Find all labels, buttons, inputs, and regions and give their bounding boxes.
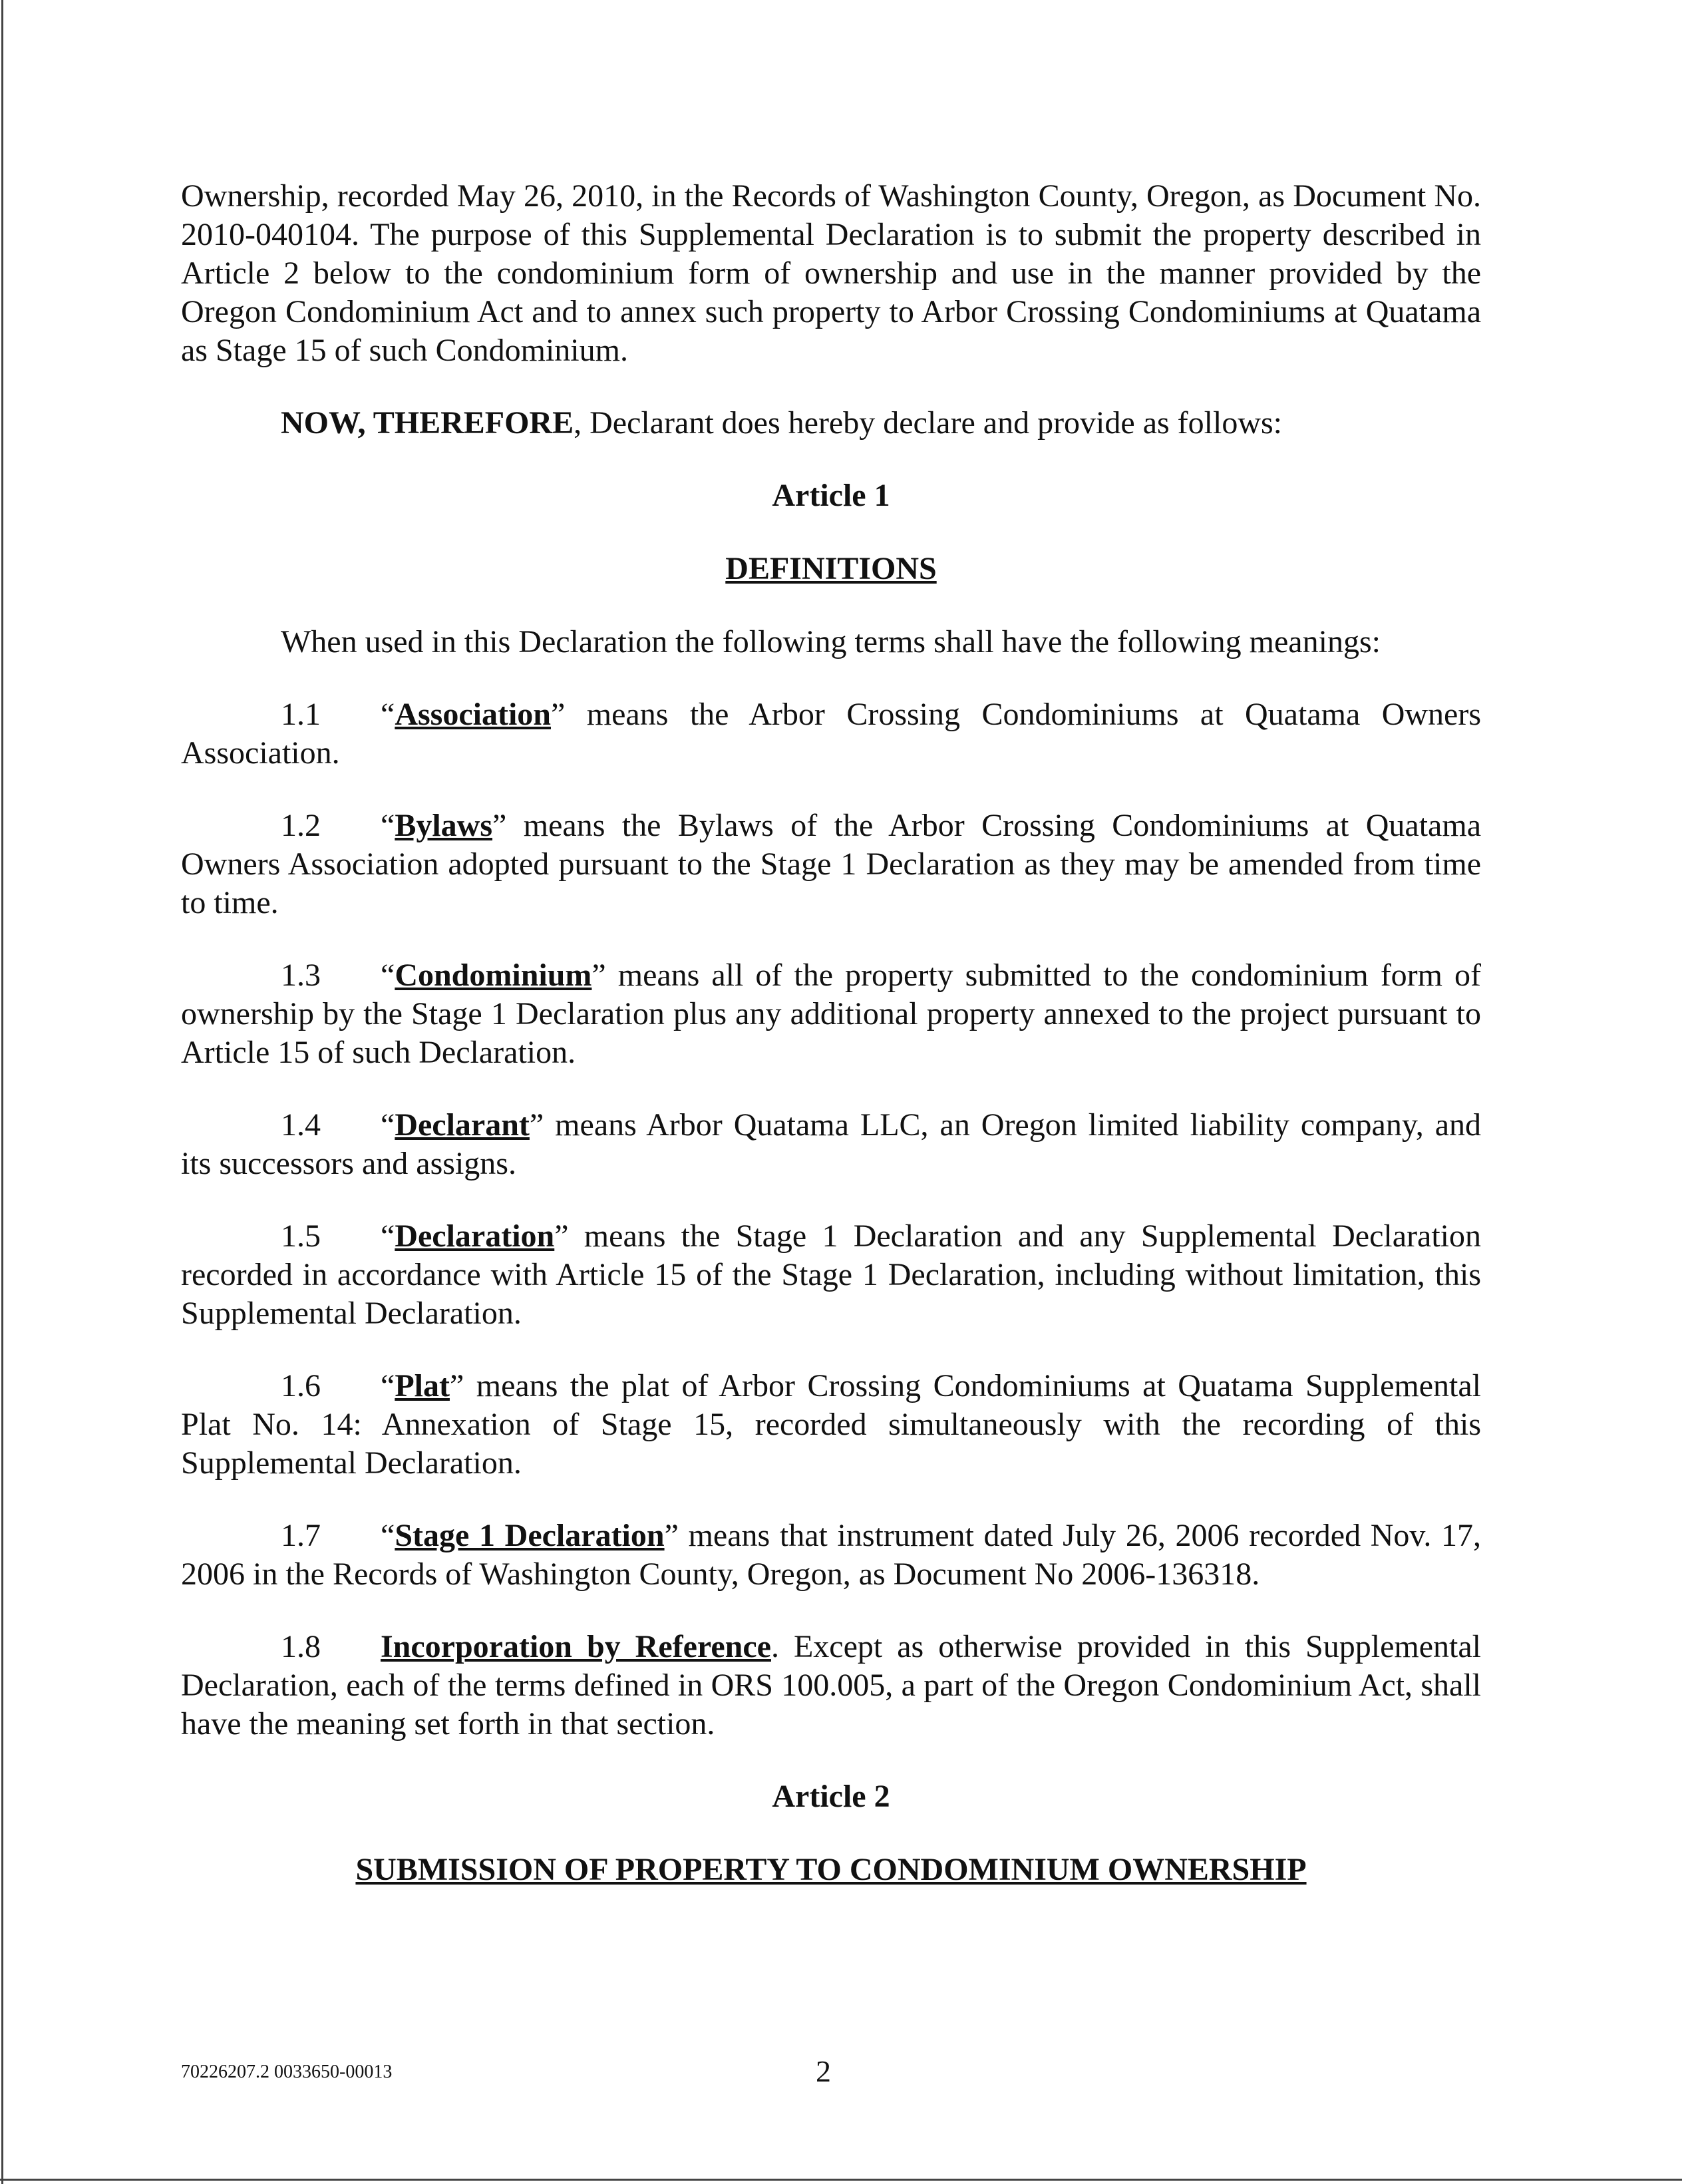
definition-term: Incorporation by Reference (381, 1629, 771, 1664)
definition-number: 1.3 (281, 958, 321, 993)
article-2-label: Article 2 (772, 1779, 890, 1814)
definition-term: Condominium (395, 958, 592, 993)
definitions-intro: When used in this Declaration the following terms shall have the following meanings: (281, 624, 1381, 659)
article-1-label: Article 1 (772, 478, 890, 513)
definition-term: Bylaws (395, 808, 493, 843)
definition-1-8: 1.8 Incorporation by Reference. Except as otherwise provided in this Supplemental Declaration, each of the terms defined in ORS 100.005, a part of the Oregon Condominium Act, shall have the meaning set forth in that section. (181, 1629, 1482, 1741)
now-therefore-lead: NOW, THEREFORE (281, 405, 574, 441)
definition-1-3: 1.3 “Condominium” means all of the property submitted to the condominium form of ownership by the Stage 1 Declaration plus any additional property annexed to the project pursuant to Article 15 of such Declaration. (181, 958, 1481, 1070)
definition-number: 1.2 (281, 808, 321, 843)
document-body (181, 177, 1481, 1924)
definition-term: Stage 1 Declaration (395, 1518, 665, 1553)
definition-number: 1.6 (281, 1368, 321, 1403)
definition-1-7: 1.7 “Stage 1 Declaration” means that instrument dated July 26, 2006 recorded Nov. 17, 2006 in the Records of Washington County, Oregon, as Document No 2006-136318. (181, 1518, 1481, 1592)
definition-text: means the Stage 1 Declaration and any Supplemental Declaration recorded in accordance with Article 15 of the Stage 1 Declaration, including without limitation, this Supplemental Declaration. (181, 1218, 1481, 1331)
scan-bottom-edge (0, 2179, 1682, 2181)
definition-number: 1.5 (281, 1218, 321, 1254)
definition-term: Association (395, 697, 551, 732)
footer-document-id: 70226207.2 0033650-00013 (181, 2062, 393, 2082)
intro-paragraph: Ownership, recorded May 26, 2010, in the Records of Washington County, Oregon, as Document No. 2010-040104. The purpose of this Supplemental Declaration is to submit the property described in Article 2 below to the condominium form of ownership and use in the manner provided by the Oregon Condominium Act and to annex such property to Arbor Crossing Condominiums at Quatama as Stage 15 of such Condominium. (181, 178, 1481, 368)
definition-term: Declarant (395, 1107, 530, 1143)
definition-text: means the Arbor Crossing Condominiums at Quatama Owners Association. (181, 697, 1481, 771)
definition-text: means the Bylaws of the Arbor Crossing Condominiums at Quatama Owners Association adopted pursuant to the Stage 1 Declaration as they may be amended from time to time. (181, 808, 1481, 920)
definition-text: means that instrument dated July 26, 2006 recorded Nov. 17, 2006 in the Records of Washington County, Oregon, as Document No 2006-136318. (181, 1518, 1481, 1592)
definition-1-6: 1.6 “Plat” means the plat of Arbor Crossing Condominiums at Quatama Supplemental Plat No. 14: Annexation of Stage 15, recorded simultaneously with the recording of this Supplemental Declaration. (181, 1368, 1481, 1481)
definition-term: Declaration (395, 1218, 555, 1254)
definition-1-2: 1.2 “Bylaws” means the Bylaws of the Arbor Crossing Condominiums at Quatama Owners Association adopted pursuant to the Stage 1 Declaration as they may be amended from time to time. (181, 808, 1481, 920)
page-number: 2 (816, 2054, 831, 2088)
definition-1-5: 1.5 “Declaration” means the Stage 1 Declaration and any Supplemental Declaration recorded in accordance with Article 15 of the Stage 1 Declaration, including without limitation, this Supplemental Declaration. (181, 1218, 1481, 1331)
definition-term: Plat (395, 1368, 450, 1403)
definition-number: 1.1 (281, 697, 321, 732)
article-1-title: DEFINITIONS (725, 551, 937, 586)
scan-left-edge (1, 0, 3, 2184)
definition-1-4: 1.4 “Declarant” means Arbor Quatama LLC, an Oregon limited liability company, and its successors and assigns. (181, 1107, 1481, 1181)
now-therefore-paragraph (181, 404, 1481, 443)
now-therefore-text: , Declarant does hereby declare and provide as follows: (574, 405, 1283, 441)
definition-number: 1.7 (281, 1518, 321, 1553)
definition-text: Except as otherwise provided in this Supplemental Declaration, each of the terms defined in ORS 100.005, a part of the Oregon Condominium Act, shall have the meaning set forth in that section. (181, 1629, 1482, 1741)
definition-text: means the plat of Arbor Crossing Condominiums at Quatama Supplemental Plat No. 14: Annexation of Stage 15, recorded simultaneously with the recording of this Supplemental Declaration. (181, 1368, 1481, 1481)
definition-text: means Arbor Quatama LLC, an Oregon limited liability company, and its successors and assigns. (181, 1107, 1481, 1181)
definition-number: 1.4 (281, 1107, 321, 1143)
definition-1-1: 1.1 “Association” means the Arbor Crossing Condominiums at Quatama Owners Association. (181, 697, 1481, 771)
definition-text: means all of the property submitted to the condominium form of ownership by the Stage 1 Declaration plus any additional property annexed to the project pursuant to Article 15 of such Declaration. (181, 958, 1481, 1070)
article-2-title: SUBMISSION OF PROPERTY TO CONDOMINIUM OWNERSHIP (355, 1852, 1307, 1887)
definition-number: 1.8 (281, 1629, 321, 1664)
